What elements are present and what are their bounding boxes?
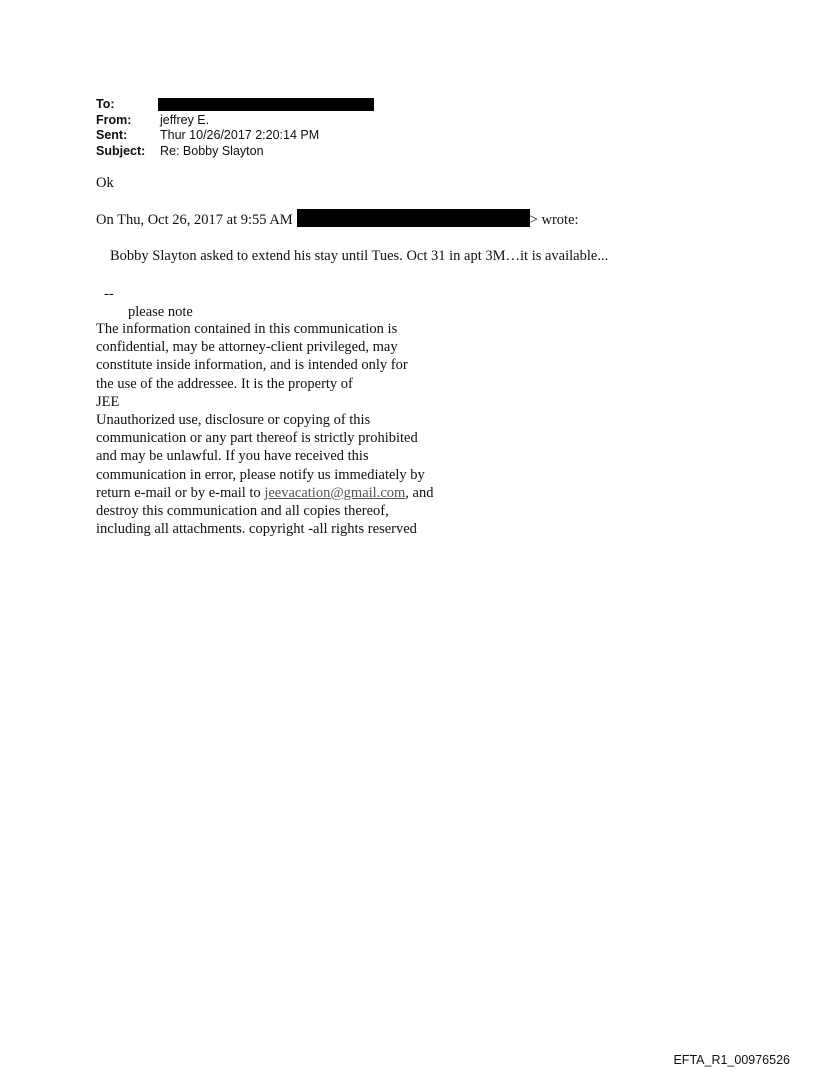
disclaimer-line: The information contained in this communication is: [96, 321, 398, 337]
disclaimer-line: communication or any part thereof is strictly prohibited: [96, 430, 418, 447]
redacted-recipient: [158, 98, 374, 111]
sent-value: Thur 10/26/2017 2:20:14 PM: [160, 128, 320, 142]
disclaimer-line: the use of the addressee. It is the property of: [96, 375, 353, 392]
from-row: [96, 113, 374, 129]
disclaimer-line: Unauthorized use, disclosure or copying of this: [96, 412, 371, 429]
disclaimer-email-suffix: , and: [405, 484, 434, 501]
to-row: [96, 97, 374, 113]
to-label: To:: [96, 97, 115, 111]
quote-intro-wrote: > wrote:: [529, 212, 579, 228]
quoted-message: Bobby Slayton asked to extend his stay until Tues. Oct 31 in apt 3M…it is available...: [110, 248, 609, 264]
subject-value: Re: Bobby Slayton: [160, 143, 264, 158]
reply-text: Ok: [96, 175, 114, 191]
confidentiality-disclaimer: [96, 320, 433, 538]
signature-separator: --: [104, 286, 114, 302]
sent-label: Sent:: [96, 128, 128, 142]
disclaimer-email-line: [96, 484, 433, 502]
sent-row: [96, 128, 374, 144]
signature-note-title: please note: [128, 304, 193, 320]
subject-label: Subject:: [96, 143, 146, 158]
from-label: From:: [96, 112, 132, 127]
disclaimer-line: JEE: [96, 393, 120, 410]
disclaimer-line: communication in error, please notify us immediately by: [96, 466, 425, 483]
disclaimer-line: destroy this communication and all copies thereof,: [96, 503, 389, 520]
disclaimer-line: and may be unlawful. If you have received this: [96, 448, 369, 465]
email-header: [96, 97, 374, 159]
quote-intro: [96, 209, 579, 229]
quote-intro-date: On Thu, Oct 26, 2017 at 9:55 AM: [96, 212, 293, 228]
from-value: jeffrey E.: [160, 112, 210, 127]
redacted-sender: [297, 209, 530, 227]
disclaimer-line: including all attachments. copyright -all rights reserved: [96, 521, 417, 538]
disclaimer-email-prefix: return e-mail or by e-mail to: [96, 484, 265, 501]
disclaimer-line: confidential, may be attorney-client privileged, may: [96, 339, 398, 356]
disclaimer-line: constitute inside information, and is intended only for: [96, 357, 408, 374]
email-link[interactable]: jeevacation@gmail.com: [264, 484, 406, 501]
document-id: EFTA_R1_00976526: [673, 1053, 790, 1067]
subject-row: [96, 144, 374, 160]
